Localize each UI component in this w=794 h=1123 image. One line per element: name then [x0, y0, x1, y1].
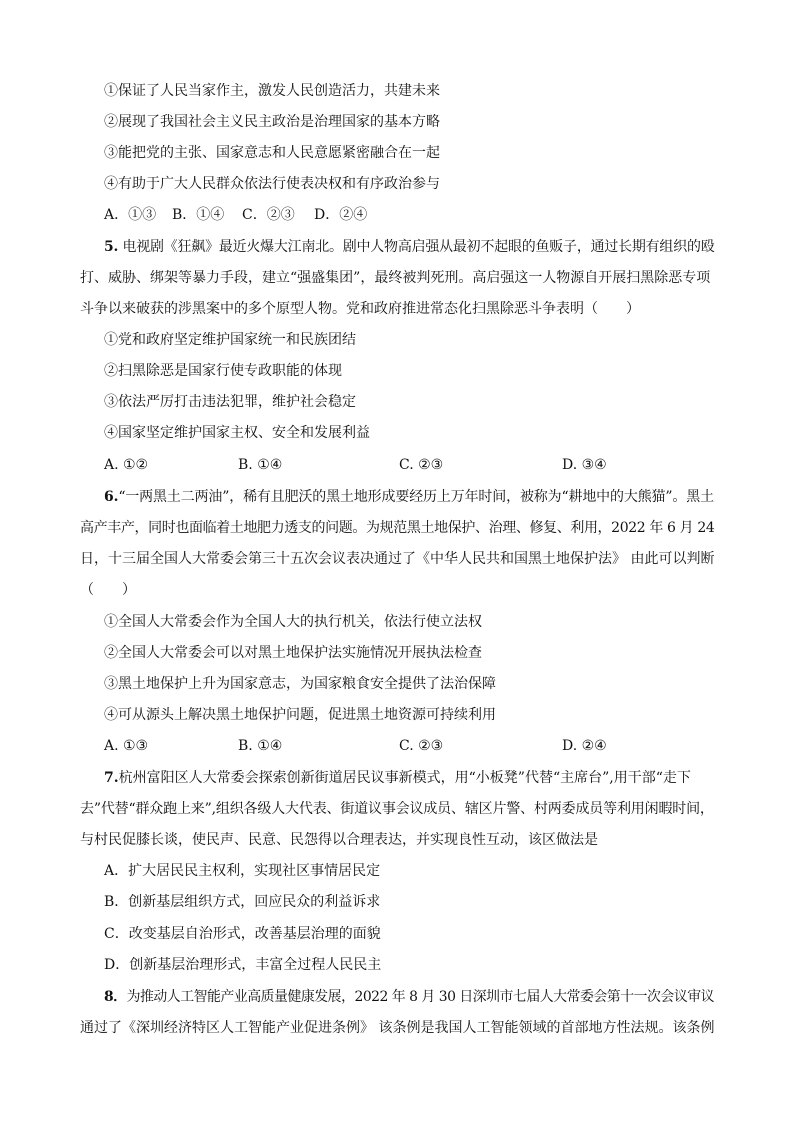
q5-stem-line-2: 打、威胁、绑架等暴力手段，建立“强盛集团”，最终被判死刑。高启强这一人物源自开展扫黑除恶专项 — [80, 270, 711, 286]
q6-option-b: B. ①④ — [238, 738, 283, 754]
q7-option-a: A．扩大居民民主权利，实现社区事情居民定 — [104, 863, 381, 879]
q6-number: 6. — [104, 489, 119, 505]
q8-stem-text-1: 为推动人工智能产业高质量健康发展，2022 年 8 月 30 日深圳市七届人大常委会第十一次会议审议 — [126, 989, 715, 1005]
q4-item-1: ①保证了人民当家作主，激发人民创造活力，共建未来 — [104, 83, 440, 99]
q5-option-b: B. ①④ — [238, 457, 283, 473]
q8-number: 8． — [104, 989, 127, 1005]
q5-stem-text-1: 电视剧《狂飙》最近火爆大江南北。剧中人物高启强从最初不起眼的鱼贩子，通过长期有组织的殴 — [122, 239, 715, 255]
q4-option-b: B．①④ — [172, 207, 225, 223]
q8-stem-line-2: 通过了《深圳经济特区人工智能产业促进条例》 该条例是我国人工智能领域的首部地方性法规。该条例 — [80, 1020, 715, 1036]
q5-stem-line-3: 斗争以来破获的涉黑案中的多个原型人物。党和政府推进常态化扫黑除恶斗争表明（ ） — [80, 301, 640, 317]
q5-item-4: ④国家坚定维护国家主权、安全和发展利益 — [104, 425, 370, 441]
q7-stem-line-2: 去”代替“群众跑上来”,组织各级人大代表、街道议事会议成员、辖区片警、村两委成员等利用闲暇时间， — [80, 801, 714, 817]
q7-stem-line-3: 与村民促膝长谈，使民声、民意、民怨得以合理表达，并实现良性互动，该区做法是 — [80, 832, 598, 848]
q7-option-d: D．创新基层治理形式，丰富全过程人民民主 — [104, 957, 382, 973]
q6-option-a: A. ①③ — [104, 738, 149, 754]
q5-option-a: A. ①② — [104, 457, 149, 473]
q7-option-b: B．创新基层组织方式，回应民众的利益诉求 — [104, 894, 381, 910]
q6-item-2: ②全国人大常委会可以对黑土地保护法实施情况开展执法检查 — [104, 645, 482, 661]
q6-item-1: ①全国人大常委会作为全国人大的执行机关，依法行使立法权 — [104, 614, 482, 630]
q6-stem-text-1: “一两黑土二两油”，稀有且肥沃的黑土地形成要经历上万年时间，被称为“耕地中的大熊猫”。黑土 — [118, 489, 714, 505]
q5-number: 5. — [104, 239, 119, 255]
q8-stem-line-1 — [104, 987, 714, 1007]
q5-item-2: ②扫黑除恶是国家行使专政职能的体现 — [104, 363, 342, 379]
q5-item-3: ③依法严厉打击违法犯罪，维护社会稳定 — [104, 394, 356, 410]
q6-stem-line-2: 高产丰产，同时也面临着土地肥力透支的问题。为规范黑土地保护、治理、修复、利用，2022 年 6 月 24 — [80, 520, 715, 536]
q5-option-d: D. ③④ — [562, 457, 607, 473]
q4-option-a: A．①③ — [104, 207, 157, 223]
q6-stem-line-1 — [104, 487, 714, 507]
q6-item-3: ③黑土地保护上升为国家意志，为国家粮食安全提供了法治保障 — [104, 676, 496, 692]
q4-item-4: ④有助于广大人民群众依法行使表决权和有序政治参与 — [104, 176, 440, 192]
q5-item-1: ①党和政府坚定维护国家统一和民族团结 — [104, 332, 356, 348]
q5-option-c: C. ②③ — [399, 457, 444, 473]
q7-stem-text-1: 杭州富阳区人大常委会探索创新街道居民议事新模式，用“小板凳”代替“主席台”,用干部“走下 — [118, 770, 691, 786]
q6-option-c: C. ②③ — [399, 738, 444, 754]
q4-option-d: D．②④ — [314, 207, 368, 223]
q5-stem-line-1 — [104, 237, 715, 257]
q7-stem-line-1 — [104, 768, 691, 788]
q6-option-d: D. ②④ — [562, 738, 607, 754]
q4-item-3: ③能把党的主张、国家意志和人民意愿紧密融合在一起 — [104, 145, 440, 161]
q4-option-c: C．②③ — [242, 207, 295, 223]
q7-option-c: C．改变基层自治形式，改善基层治理的面貌 — [104, 926, 381, 942]
q7-number: 7. — [104, 770, 119, 786]
q4-item-2: ②展现了我国社会主义民主政治是治理国家的基本方略 — [104, 114, 440, 130]
q6-stem-line-4: （ ） — [80, 582, 136, 598]
q6-stem-line-3: 日，十三届全国人大常委会第三十五次会议表决通过了《中华人民共和国黑土地保护法》 由此可以判断 — [80, 551, 715, 567]
q6-item-4: ④可从源头上解决黑土地保护问题，促进黑土地资源可持续利用 — [104, 707, 496, 723]
